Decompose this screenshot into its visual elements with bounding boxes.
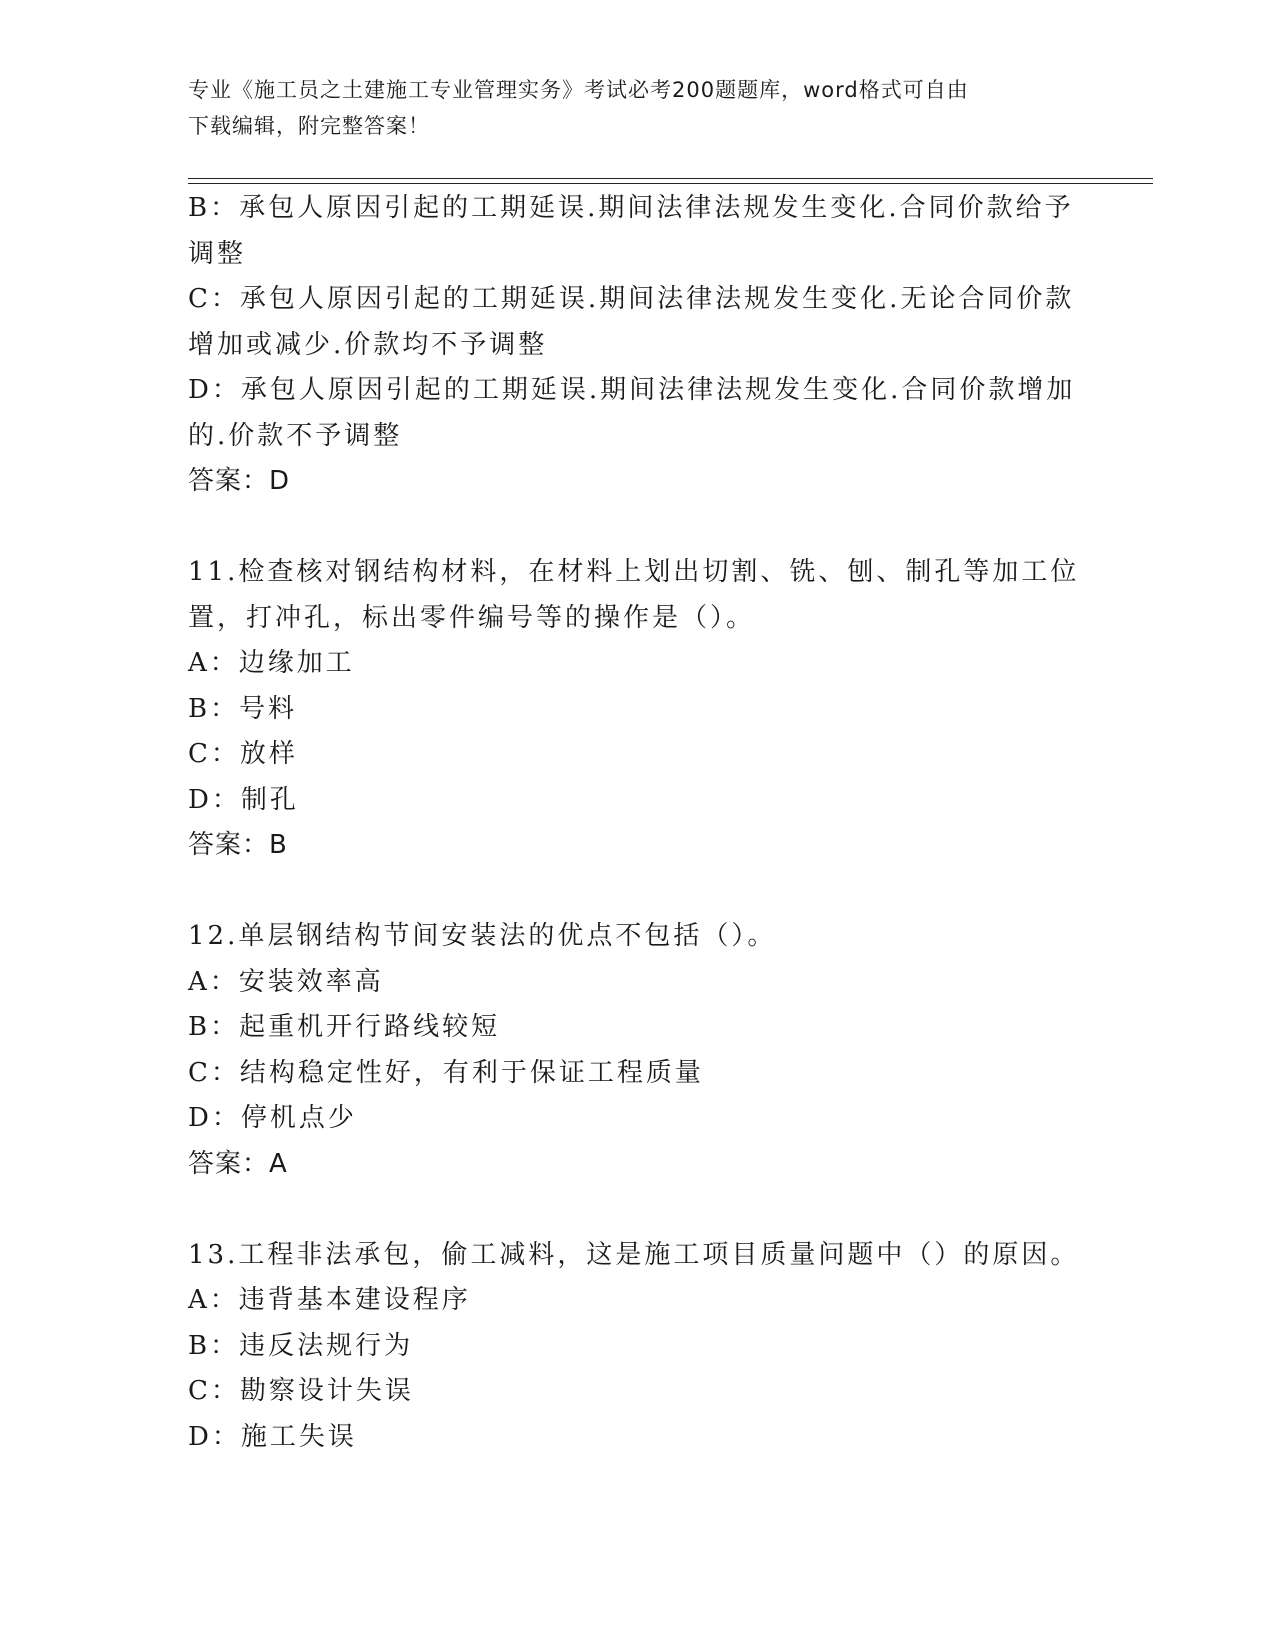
header-divider-bottom (188, 183, 1153, 184)
option-d: D：施工失误 (188, 1421, 357, 1452)
document-header (188, 72, 1068, 144)
option-d: D：停机点少 (188, 1103, 357, 1133)
spacer (188, 505, 1088, 551)
question-12 (188, 914, 1088, 1187)
question-10 (188, 186, 1088, 505)
spacer (188, 869, 1088, 915)
header-divider-top (188, 178, 1153, 179)
question-11 (188, 550, 1088, 869)
header-title-line-1: 专业《施工员之土建施工专业管理实务》考试必考200题题库，word格式可自由 (188, 78, 969, 102)
question-list (188, 186, 1088, 1460)
option-b-line-2: 调整 (188, 238, 247, 269)
option-a: A：边缘加工 (188, 648, 355, 678)
question-13 (188, 1233, 1088, 1461)
option-c: C：勘察设计失误 (188, 1376, 414, 1406)
option-b: B：违反法规行为 (188, 1330, 414, 1361)
option-d-line-2: 的.价款不予调整 (188, 420, 403, 451)
option-c-line-1: C：承包人原因引起的工期延误.期间法律法规发生变化.无论合同价款 (188, 284, 1075, 314)
spacer (188, 1187, 1088, 1233)
option-a: A：安装效率高 (188, 966, 384, 997)
question-stem-line-2: 置，打冲孔，标出零件编号等的操作是（）。 (188, 602, 756, 633)
option-b-line-1: B：承包人原因引起的工期延误.期间法律法规发生变化.合同价款给予 (188, 193, 1074, 223)
option-b: B：起重机开行路线较短 (188, 1012, 501, 1042)
header-title-line-2: 下载编辑，附完整答案！ (188, 114, 430, 138)
option-b: B：号料 (188, 693, 298, 724)
answer: 答案：A (188, 1148, 288, 1179)
option-c-line-2: 增加或减少.价款均不予调整 (188, 329, 548, 360)
option-c: C：结构稳定性好，有利于保证工程质量 (188, 1057, 704, 1088)
answer: 答案：B (188, 830, 288, 860)
option-d: D：制孔 (188, 784, 299, 815)
option-d-line-1: D：承包人原因引起的工期延误.期间法律法规发生变化.合同价款增加 (188, 375, 1076, 405)
answer: 答案：D (188, 466, 291, 496)
option-a: A：违背基本建设程序 (188, 1285, 471, 1315)
question-stem-line-1: 11.检查核对钢结构材料，在材料上划出切割、铣、刨、制孔等加工位 (188, 557, 1080, 587)
question-stem: 13.工程非法承包，偷工减料，这是施工项目质量问题中（）的原因。 (188, 1239, 1080, 1270)
option-c: C：放样 (188, 739, 298, 769)
question-stem: 12.单层钢结构节间安装法的优点不包括（）。 (188, 921, 777, 951)
